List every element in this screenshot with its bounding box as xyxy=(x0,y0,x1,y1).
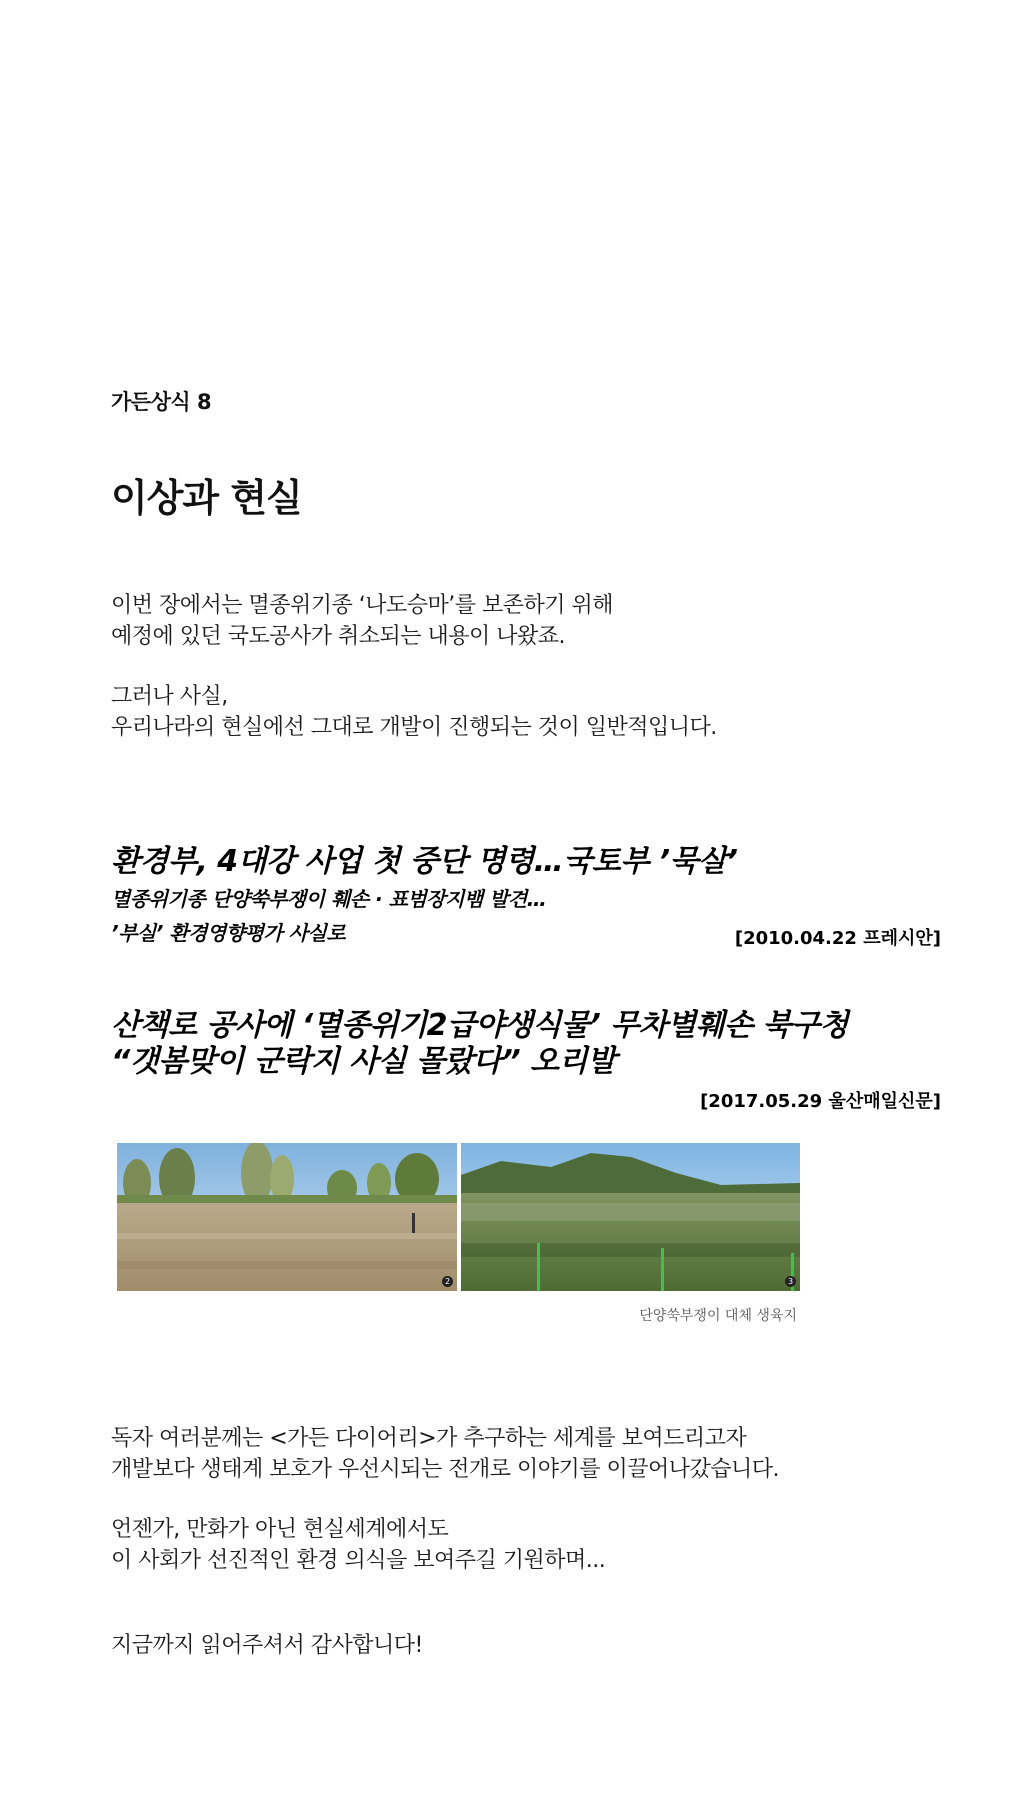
news-subheadline: ’부실’ 환경영향평가 사실로 xyxy=(111,921,346,945)
photo-number-badge: 2 xyxy=(442,1276,453,1287)
photo-number-badge: 3 xyxy=(785,1276,796,1287)
text-line: 예정에 있던 국도공사가 취소되는 내용이 나왔죠. xyxy=(111,624,566,649)
green-field-illustration xyxy=(461,1143,800,1291)
text-line: 독자 여러분께는 <가든 다이어리>가 추구하는 세계를 보여드리고자 xyxy=(111,1426,747,1451)
text-line: 그러나 사실, xyxy=(111,684,228,709)
thanks-message xyxy=(111,1630,423,1661)
photo-caption: 단양쑥부쟁이 대체 생육지 xyxy=(639,1308,797,1324)
news-headline: 환경부, 4대강 사업 첫 중단 명령…국토부 ’묵살’ xyxy=(111,844,738,879)
text-line: 이 사회가 선진적인 환경 의식을 보여주길 기원하며... xyxy=(111,1548,606,1573)
text-line: 언젠가, 만화가 아닌 현실세계에서도 xyxy=(111,1517,449,1542)
news-item-2 xyxy=(111,1008,941,1118)
closing-paragraph-1 xyxy=(111,1423,779,1485)
text-line: 이번 장에서는 멸종위기종 ‘나도승마’를 보존하기 위해 xyxy=(111,593,613,618)
intro-paragraph-1 xyxy=(111,590,613,652)
series-label: 가든상식 8 xyxy=(111,390,212,414)
closing-paragraph-2 xyxy=(111,1514,605,1576)
news-subheadline: 멸종위기종 단양쑥부쟁이 훼손 · 표범장지뱀 발견… xyxy=(111,887,547,911)
dry-field-illustration xyxy=(117,1143,457,1291)
text-line: 지금까지 읽어주셔서 감사합니다! xyxy=(111,1633,423,1658)
news-source: [2010.04.22 프레시안] xyxy=(734,928,941,949)
news-headline: “갯봄맞이 군락지 사실 몰랐다” 오리발 xyxy=(111,1044,616,1079)
text-line: 우리나라의 현실에선 그대로 개발이 진행되는 것이 일반적입니다. xyxy=(111,715,717,740)
photo-green-field xyxy=(461,1143,800,1291)
news-source: [2017.05.29 울산매일신문] xyxy=(700,1091,941,1112)
intro-paragraph-2 xyxy=(111,681,717,743)
text-line: 개발보다 생태계 보호가 우선시되는 전개로 이야기를 이끌어나갔습니다. xyxy=(111,1457,780,1482)
news-item-1 xyxy=(111,844,941,954)
photo-dry-field xyxy=(117,1143,457,1291)
news-headline: 산책로 공사에 ‘멸종위기2급야생식물’ 무차별훼손 북구청 xyxy=(111,1008,848,1043)
page-title: 이상과 현실 xyxy=(111,476,302,520)
